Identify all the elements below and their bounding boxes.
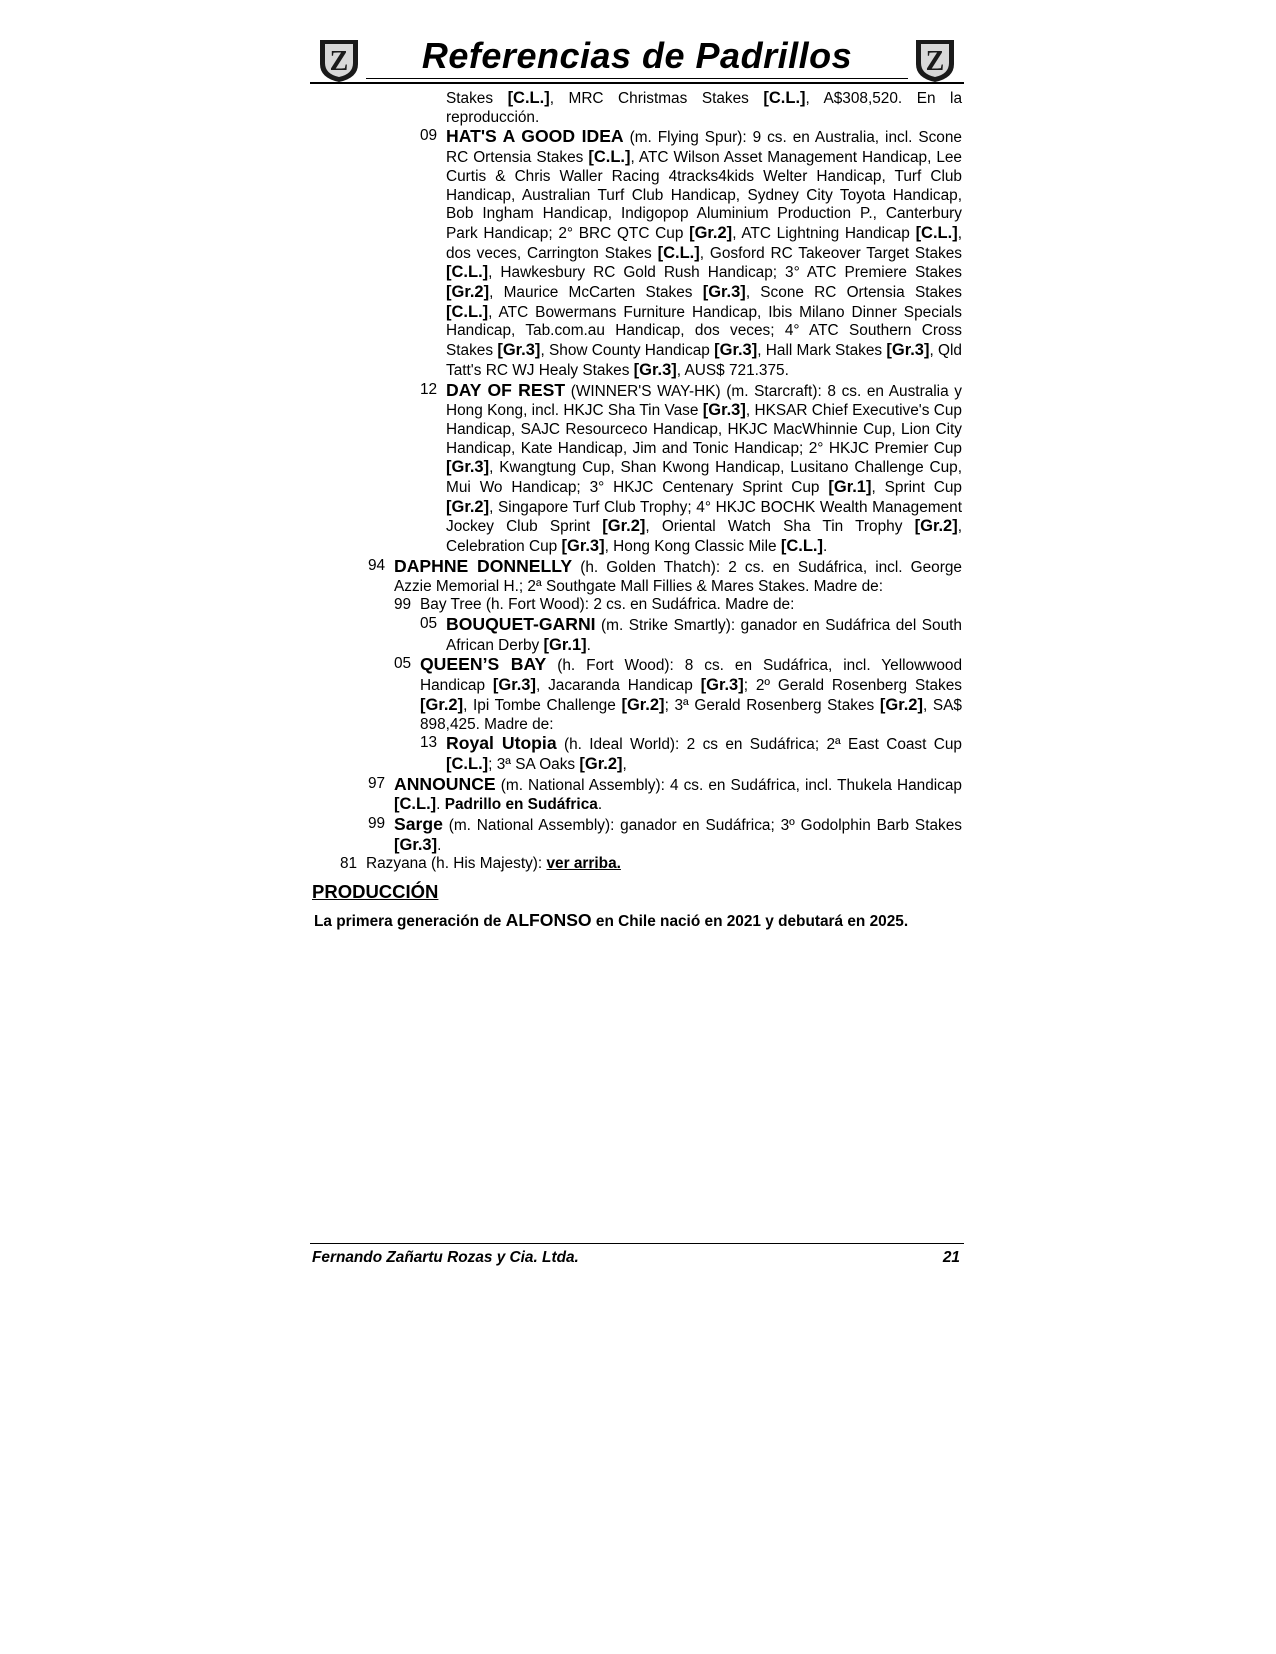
entry-year: 05 <box>394 655 412 673</box>
entry-text: , AUS$ 721.375. <box>676 361 789 379</box>
entry-text: , ATC Lightning Handicap <box>732 224 916 242</box>
entry-text: , Maurice McCarten Stakes <box>489 284 703 302</box>
entry-text: , <box>622 755 627 773</box>
entry-text: Royal Utopia <box>446 733 557 754</box>
entry-text: [Gr.1] <box>543 635 587 654</box>
entry-text: , Jacaranda Handicap <box>535 677 701 695</box>
entry-text: HAT'S A GOOD IDEA <box>446 126 624 147</box>
entry-text: QUEEN’S BAY <box>420 654 547 675</box>
entry-text: , HKSAR Chief Executive's Cup Handicap, SAJC Resourceco Handicap, HKJC MacWhinnie Cup, Lion City Handicap, Kate Handicap, Jim and Tonic Handicap; 2° HKJC Premier Cup <box>446 402 962 457</box>
page-number: 21 <box>942 1249 960 1266</box>
entry-text: [C.L.] <box>763 89 806 107</box>
pedigree-entry <box>420 613 962 655</box>
page-header <box>310 32 964 84</box>
section-heading: PRODUCCIÓN <box>312 881 439 902</box>
note-text-after: en Chile nació en 2021 y debutará en 2025. <box>591 913 909 930</box>
footer-company: Fernando Zañartu Rozas y Cia. Ltda. <box>312 1249 579 1266</box>
entry-text: Sarge <box>394 814 443 835</box>
entry-text: [Gr.3] <box>633 360 677 379</box>
pedigree-entry <box>368 773 962 815</box>
entry-text: ; 2º Gerald Rosenberg Stakes <box>743 677 962 695</box>
pedigree-entry <box>420 733 962 774</box>
entry-text: [Gr.2] <box>602 517 646 536</box>
entry-text: , A$308,520. En la reproducción. <box>446 90 963 126</box>
entry-year: 12 <box>420 380 438 398</box>
entry-year: 13 <box>420 734 438 752</box>
entry-text: Padrillo en Sudáfrica <box>444 796 598 814</box>
entry-text: [C.L.] <box>446 263 489 282</box>
entry-text: , ATC Bowermans Furniture Handicap, Ibis Milano Dinner Specials Handicap, Tab.com.au Handicap, dos veces; 4° ATC Southern Cross Stakes <box>446 303 962 360</box>
pedigree-entry <box>368 555 962 596</box>
entry-text: , SA$ 898,425. Madre de: <box>420 696 962 733</box>
entry-text: [Gr.3] <box>714 341 758 360</box>
entry-text: (m. Strike Smartly): ganador en Sudáfrica del South African Derby <box>446 616 962 654</box>
entry-text: [Gr.3] <box>446 458 490 477</box>
entry-text: , MRC Christmas Stakes <box>549 90 764 107</box>
entry-text: [C.L.] <box>780 537 823 556</box>
entry-text: , ATC Wilson Asset Management Handicap, Lee Curtis & Chris Waller Racing 4tracks4kids Welter Handicap, Turf Club Handicap, Australian Turf Club Handicap, Sydney City Toyota Handicap, Bob Ingham Handicap, Indigopop Aluminium Production P., Canterbury Park Handicap; 2° BRC QTC Cup <box>446 149 962 242</box>
entry-text: [Gr.2] <box>579 754 623 773</box>
note-text-before: La primera generación de <box>314 913 506 930</box>
entry-text: BOUQUET-GARNI <box>446 613 596 634</box>
entry-text: [Gr.2] <box>914 517 958 536</box>
entry-text: , Singapore Turf Club Trophy; 4° HKJC BOCHK Wealth Management Jockey Club Sprint <box>446 498 962 536</box>
entry-text: [C.L.] <box>588 148 631 167</box>
entry-text: (h. Golden Thatch): 2 cs. en Sudáfrica, incl. George Azzie Memorial H.; 2ª Southgate Mall Fillies & Mares Stakes. Madre de: <box>394 558 962 595</box>
entry-text: [Gr.1] <box>828 478 872 497</box>
svg-text:Z: Z <box>329 46 349 77</box>
entry-year: 81 <box>340 855 358 873</box>
pedigree-entry <box>340 855 962 874</box>
entry-text: DAY OF REST <box>446 379 566 400</box>
production-note <box>314 909 908 933</box>
pedigree-entry <box>394 654 962 734</box>
entry-year: 05 <box>420 614 438 632</box>
entry-text: , Gosford RC Takeover Target Stakes <box>699 244 962 262</box>
entry-text: [Gr.3] <box>886 341 930 360</box>
entry-year: 99 <box>368 815 386 833</box>
entry-text: Razyana (h. His Majesty): <box>366 855 547 873</box>
entry-text: ; 3ª SA Oaks <box>488 755 580 773</box>
entry-text: [Gr.2] <box>420 695 464 714</box>
entry-text: (m. Flying Spur): 9 cs. en Australia, incl. Scone RC Ortensia Stakes <box>446 129 962 167</box>
entry-text: , Oriental Watch Sha Tin Trophy <box>645 518 915 536</box>
entry-text: (m. National Assembly): 4 cs. en Sudáfrica, incl. Thukela Handicap <box>495 776 962 794</box>
entry-text: [Gr.3] <box>394 835 438 854</box>
entry-text: [C.L.] <box>657 243 700 262</box>
entry-text: . <box>586 636 591 654</box>
entry-text: [Gr.2] <box>621 695 665 714</box>
entry-text: (h. Fort Wood): 8 cs. en Sudáfrica, incl. Yellowwood Handicap <box>420 657 962 695</box>
pedigree-entry <box>420 379 962 557</box>
entry-text: DAPHNE DONNELLY <box>394 555 573 576</box>
entry-text: [C.L.] <box>446 302 489 321</box>
entry-text: , Hawkesbury RC Gold Rush Handicap; 3° ATC Premiere Stakes <box>488 264 962 282</box>
entry-text: , dos veces, Carrington Stakes <box>446 224 962 262</box>
entry-text: , Qld Tatt's RC WJ Healy Stakes <box>446 342 962 379</box>
entry-text: [C.L.] <box>394 795 437 814</box>
entry-text: (h. Ideal World): 2 cs en Sudáfrica; 2ª East Coast Cup <box>556 736 962 754</box>
entry-text: [Gr.2] <box>879 695 923 714</box>
svg-text:Z: Z <box>925 46 945 77</box>
entry-text: , Ipi Tombe Challenge <box>463 696 622 714</box>
entry-text: [Gr.3] <box>497 341 541 360</box>
entry-text: . <box>597 796 603 814</box>
entry-text: Stakes <box>446 90 508 107</box>
page-footer <box>312 1248 960 1268</box>
entry-text: [C.L.] <box>507 89 550 107</box>
entry-year: 94 <box>368 556 386 574</box>
entry-text: . <box>437 836 442 854</box>
footer-rule <box>310 1243 964 1244</box>
entry-year: 97 <box>368 774 386 792</box>
entry-text: , Kwangtung Cup, Shan Kwong Handicap, Lusitano Challenge Cup, Mui Wo Handicap; 3° HKJC Centenary Sprint Cup <box>446 459 962 497</box>
entry-text: [Gr.2] <box>446 283 490 302</box>
entry-text: . <box>822 538 828 556</box>
entry-year: 99 <box>394 596 412 614</box>
entry-text: [Gr.3] <box>702 401 746 420</box>
entry-text: ; 3ª Gerald Rosenberg Stakes <box>664 696 880 714</box>
entry-text: [Gr.2] <box>689 223 733 242</box>
entry-text: , Hong Kong Classic Mile <box>604 538 781 556</box>
entry-text: [Gr.2] <box>446 497 490 516</box>
entry-text: [C.L.] <box>915 223 958 242</box>
entry-text: , Scone RC Ortensia Stakes <box>745 284 962 302</box>
header-rule-thin <box>366 78 908 79</box>
pedigree-entries <box>310 89 962 874</box>
pedigree-entry <box>420 126 962 380</box>
entry-text: (WINNER'S WAY-HK) (m. Starcraft): 8 cs. en Australia y Hong Kong, incl. HKJC Sha Tin Vase <box>446 382 962 420</box>
entry-text: [C.L.] <box>446 754 489 773</box>
entry-text: ANNOUNCE <box>394 773 496 794</box>
entry-text: [Gr.3] <box>702 283 746 302</box>
pedigree-entry <box>446 89 962 127</box>
page-title: Referencias de Padrillos <box>421 35 853 76</box>
header-rule <box>310 82 964 84</box>
entry-text: , Show County Handicap <box>540 342 715 360</box>
note-stallion-name: ALFONSO <box>505 910 592 930</box>
entry-year: 09 <box>420 127 438 145</box>
entry-text: , Sprint Cup <box>871 479 962 497</box>
entry-text: ver arriba. <box>546 855 621 873</box>
entry-text: (m. National Assembly): ganador en Sudáfrica; 3º Godolphin Barb Stakes <box>442 817 962 835</box>
pedigree-entry <box>368 814 962 855</box>
entry-text: , Hall Mark Stakes <box>757 342 887 360</box>
entry-text: , Celebration Cup <box>446 518 962 556</box>
pedigree-entry <box>394 596 962 615</box>
entry-text: [Gr.3] <box>561 537 605 556</box>
entry-text: [Gr.3] <box>700 676 744 695</box>
entry-text: . <box>436 796 445 814</box>
entry-text: [Gr.3] <box>492 676 536 695</box>
entry-text: Bay Tree (h. Fort Wood): 2 cs. en Sudáfrica. Madre de: <box>420 596 795 614</box>
logo-emblem-right <box>910 34 960 84</box>
